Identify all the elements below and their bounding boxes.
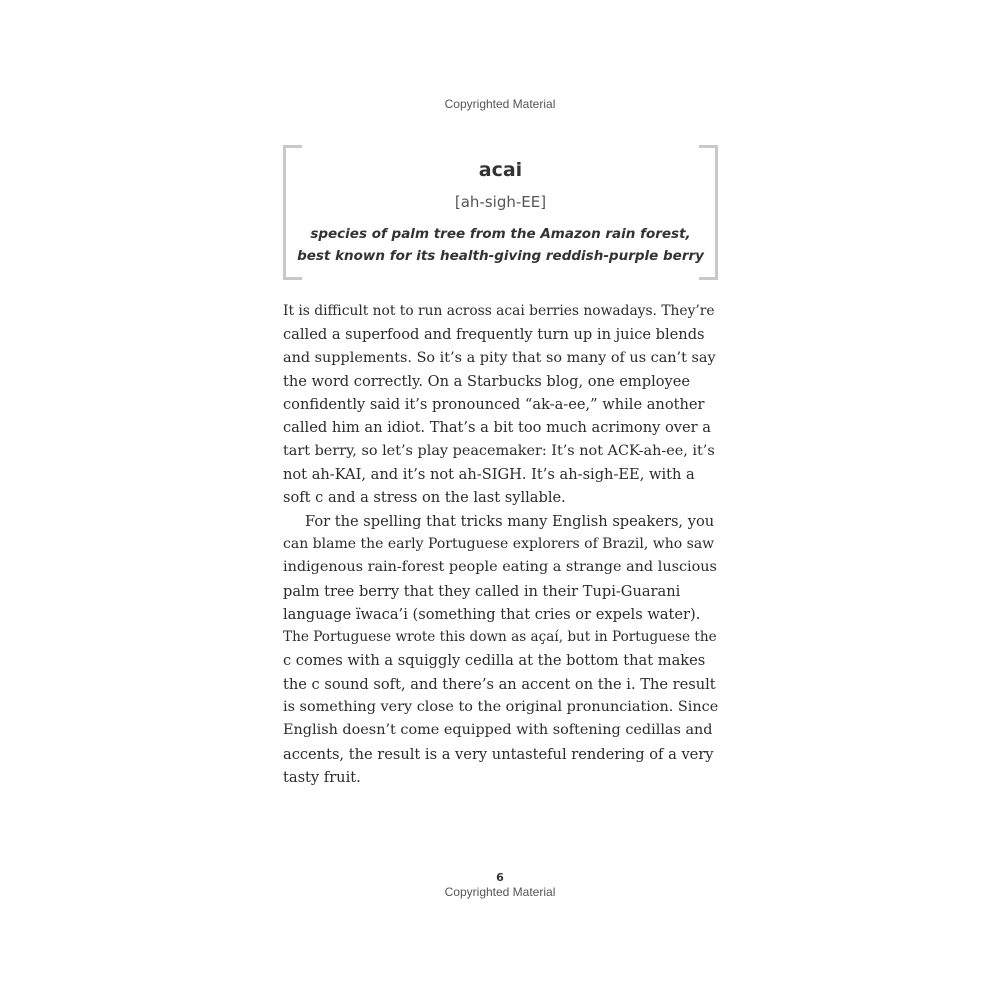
body-line: palm tree berry that they called in their Tupi-Guarani xyxy=(283,582,681,600)
body-line: can blame the early Portuguese explorers of Brazil, who saw xyxy=(283,535,715,552)
copyright-watermark-top: Copyrighted Material xyxy=(444,97,556,111)
body-line: c comes with a squiggly cedilla at the bottom that makes xyxy=(283,652,706,670)
body-line: indigenous rain-forest people eating a strange and luscious xyxy=(283,559,717,576)
body-line: and supplements. So it’s a pity that so many of us can’t say xyxy=(283,349,716,366)
body-line: is something very close to the original pronunciation. Since xyxy=(283,699,719,716)
body-line: language ïwaca’i (something that cries or expels water). xyxy=(283,605,701,623)
body-line: called a superfood and frequently turn up in juice blends xyxy=(283,326,705,344)
body-text xyxy=(283,300,718,789)
body-line: soft c and a stress on the last syllable. xyxy=(283,489,566,507)
entry-box xyxy=(283,145,718,278)
definition xyxy=(283,223,718,267)
body-line: the c sound soft, and there’s an accent on the i. The result xyxy=(283,675,716,693)
body-line: The Portuguese wrote this down as açaí, but in Portuguese the xyxy=(283,629,717,646)
body-line: English doesn’t come equipped with softening cedillas and xyxy=(283,722,713,739)
body-line: tasty fruit. xyxy=(283,768,361,786)
body-line: tart berry, so let’s play peacemaker: It’s not ACK-ah-ee, it’s xyxy=(283,442,715,459)
body-line: confidently said it’s pronounced “ak-a-ee,” while another xyxy=(283,396,705,414)
pronunciation: [ah-sigh-EE] xyxy=(454,193,547,211)
headword: acai xyxy=(478,159,523,181)
body-line: It is difficult not to run across acai berries nowadays. They’re xyxy=(283,303,715,319)
body-line: not ah-KAI, and it’s not ah-SIGH. It’s ah-sigh-EE, with a xyxy=(283,466,695,484)
body-line: called him an idiot. That’s a bit too much acrimony over a xyxy=(283,419,711,437)
body-line: accents, the result is a very untasteful rendering of a very xyxy=(283,745,714,763)
body-line: the word correctly. On a Starbucks blog, one employee xyxy=(283,372,691,390)
definition-line: best known for its health-giving reddish-purple berry xyxy=(297,248,704,264)
page-number: 6 xyxy=(496,871,504,884)
definition-line: species of palm tree from the Amazon rain forest, xyxy=(310,226,691,242)
body-line: For the spelling that tricks many English speakers, you xyxy=(305,512,715,530)
copyright-watermark-bottom: Copyrighted Material xyxy=(444,885,556,899)
